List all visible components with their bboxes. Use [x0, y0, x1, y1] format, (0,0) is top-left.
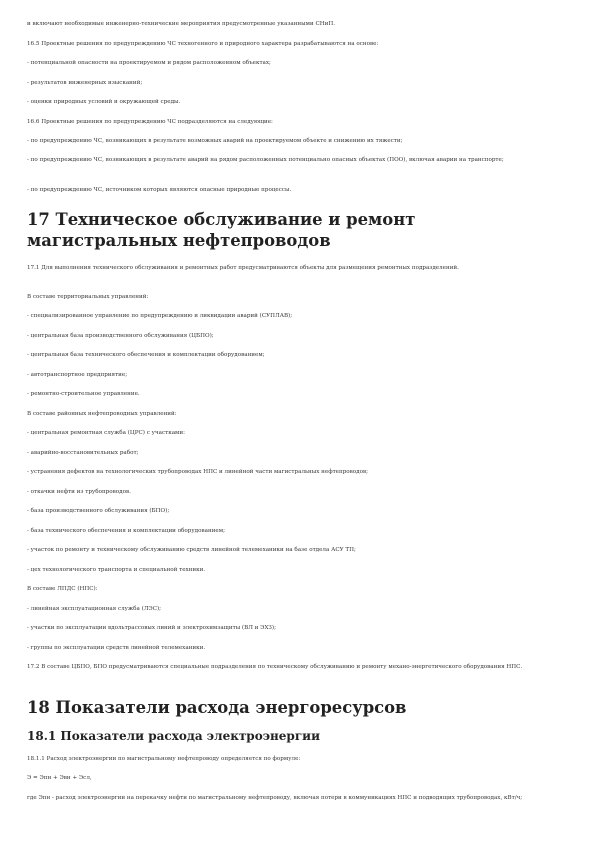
subsection-heading: 18.1 Показатели расхода электроэнергии [27, 729, 320, 743]
section-heading-18: 18 Показатели расхода энергоресурсов [27, 698, 407, 717]
list-item: - база производственного обслуживания (БПО); [27, 508, 170, 514]
list-item: - центральная база технического обеспечения и комплектации оборудованием; [27, 352, 265, 358]
list-item: - автотранспортное предприятие; [27, 372, 128, 378]
formula: Э = Эпн + Эвн + Эсл, [27, 775, 92, 781]
list-item: - специализированное управление по предупреждению и ликвидации аварий (СУПЛАВ); [27, 313, 293, 319]
list-item: - по предупреждению ЧС, возникающих в результате возможных аварий на проектируемом объекте и снижению их тяжести; [27, 138, 403, 144]
paragraph: 18.1.1 Расход электроэнергии по магистральному нефтепроводу определяется по формуле: [27, 756, 301, 762]
list-item: - по предупреждению ЧС, возникающих в результате аварий на рядом расположенных потенциально опасных объектах (ПОО), включая аварии на транспорте; [27, 157, 504, 163]
list-item: - потенциальной опасности на проектируемом и рядом расположенном объектах; [27, 60, 271, 66]
list-item: - база технического обеспечения и комплектации оборудованием; [27, 528, 225, 534]
list-item: - результатов инженерных изысканий; [27, 80, 143, 86]
list-item: - группы по эксплуатации средств линейной телемеханики. [27, 645, 206, 651]
list-item: - участки по эксплуатации вдольтрассовых линий и электрохимзащиты (ВЛ и ЭХЗ); [27, 625, 276, 631]
list-item: - линейная эксплуатационная служба (ЛЭС); [27, 606, 162, 612]
paragraph: где Эпн - расход электроэнергии на перекачку нефти по магистральному нефтепроводу, включая потери в коммуникациях НПС и подводящих трубопроводах, кВт/ч; [27, 795, 523, 801]
list-item: - участок по ремонту и техническому обслуживанию средств линейной телемеханики на базе отдела АСУ ТП; [27, 547, 356, 553]
paragraph: В составе ЛПДС (НПС): [27, 586, 98, 592]
list-item: - аварийно-восстановительных работ; [27, 450, 139, 456]
list-item: - оценки природных условий и окружающей среды. [27, 99, 181, 105]
list-item: - центральная ремонтная служба (ЦРС) с участками: [27, 430, 186, 436]
paragraph: и включают необходимые инженерно-технические мероприятия предусмотренные указанными СНиП. [27, 21, 336, 27]
list-item: - устранения дефектов на технологических трубопроводах НПС и линейной части магистральных нефтепроводов; [27, 469, 369, 475]
list-item: - по предупреждению ЧС, источником которых являются опасные природные процессы. [27, 187, 292, 193]
list-item: - откачки нефти из трубопроводов. [27, 489, 131, 495]
paragraph: В составе районных нефтепроводных управлений: [27, 411, 177, 417]
paragraph: 16.6 Проектные решения по предупреждению ЧС подразделяются на следующие: [27, 119, 273, 125]
list-item: - ремонтно-строительное управление. [27, 391, 140, 397]
paragraph: 17.2 В составе ЦБПО, БПО предусматриваются специальные подразделения по техническому обслуживанию и ремонту механо-энергетического оборудования НПС. [27, 664, 523, 670]
list-item: - цех технологического транспорта и специальной техники. [27, 567, 206, 573]
section-heading-17: 17 Техническое обслуживание и ремонт магистральных нефтепроводов [27, 210, 416, 250]
paragraph: В составе территориальных управлений: [27, 294, 149, 300]
paragraph: 16.5 Проектные решения по предупреждению ЧС техногенного и природного характера разрабатываются на основе: [27, 41, 379, 47]
list-item: - центральная база производственного обслуживания (ЦБПО); [27, 333, 214, 339]
paragraph: 17.1 Для выполнения технического обслуживания и ремонтных работ предусматриваются объекты для размещения ремонтных подразделений. [27, 265, 459, 271]
